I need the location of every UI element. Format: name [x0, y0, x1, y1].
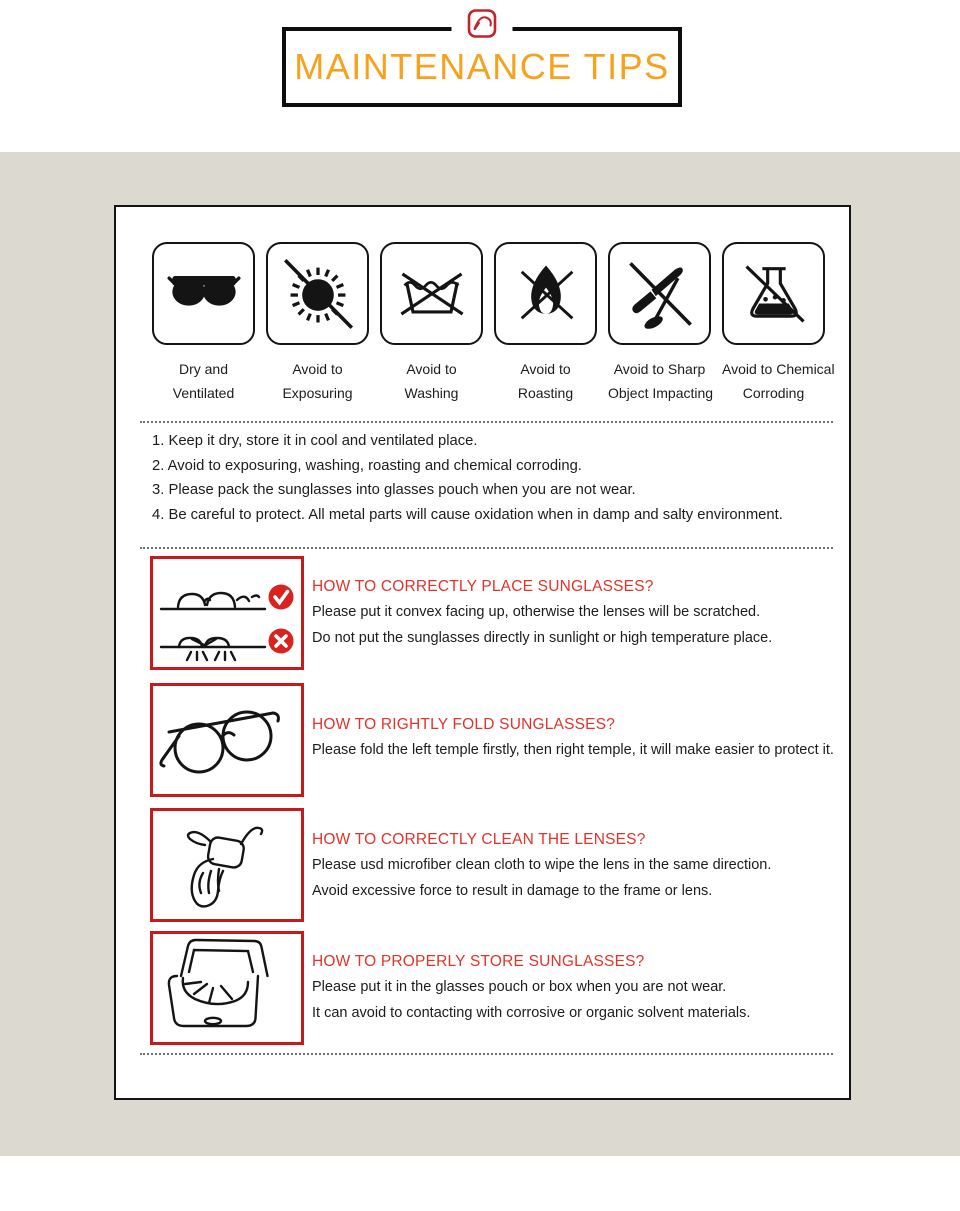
divider	[140, 547, 833, 549]
tips-list	[152, 429, 783, 527]
tip-item: 1. Keep it dry, store it in cool and ventilated place.	[152, 433, 478, 449]
section-line: Please put it in the glasses pouch or box when you are not wear.	[312, 979, 727, 995]
fold-sunglasses-illustration	[150, 683, 304, 797]
tip-item: 4. Be careful to protect. All metal parts will cause oxidation when in damp and salty environment.	[152, 506, 783, 523]
section-text	[312, 556, 772, 647]
section-heading: HOW TO PROPERLY STORE SUNGLASSES?	[312, 953, 645, 970]
care-icon-label: Avoid to Roasting	[517, 361, 574, 401]
care-icon-label: Avoid to Chemical Corroding	[722, 361, 835, 401]
section-fold-sunglasses	[150, 683, 834, 797]
care-icon-label: Avoid to Sharp Object Impacting	[608, 361, 714, 401]
section-text	[312, 931, 750, 1022]
no-washing-icon	[380, 242, 483, 345]
care-icon-item-dry	[152, 242, 255, 405]
no-sharp-object-icon	[608, 242, 711, 345]
title-box	[282, 27, 682, 107]
store-sunglasses-illustration	[150, 931, 304, 1045]
section-heading: HOW TO CORRECTLY PLACE SUNGLASSES?	[312, 578, 654, 595]
care-icon-item-chemical	[722, 242, 835, 405]
care-icon-item-roasting	[494, 242, 597, 405]
care-icon-item-washing	[380, 242, 483, 405]
page-title: MAINTENANCE TIPS	[294, 46, 670, 87]
no-chemical-icon	[722, 242, 825, 345]
section-line: It can avoid to contacting with corrosive or organic solvent materials.	[312, 1004, 751, 1021]
section-line: Please fold the left temple firstly, then right temple, it will make easier to protect it.	[312, 742, 834, 758]
care-icon-label: Avoid to Washing	[404, 361, 459, 401]
place-sunglasses-illustration	[150, 556, 304, 670]
clean-lenses-illustration	[150, 808, 304, 922]
care-icon-item-sharp	[608, 242, 714, 405]
tip-item: 2. Avoid to exposuring, washing, roasting and chemical corroding.	[152, 457, 582, 474]
care-icons-row	[152, 242, 835, 405]
divider	[140, 1053, 833, 1055]
header-band	[0, 0, 960, 152]
divider	[140, 421, 833, 423]
care-icon-label: Avoid to Exposuring	[282, 361, 353, 401]
section-clean-lenses	[150, 808, 771, 922]
care-icon-label: Dry and Ventilated	[172, 361, 235, 401]
brand-logo-icon	[452, 8, 513, 39]
section-store-sunglasses	[150, 931, 750, 1045]
tip-item: 3. Please pack the sunglasses into glasses pouch when you are not wear.	[152, 482, 636, 499]
section-text	[312, 808, 771, 900]
section-text	[312, 683, 834, 760]
care-card	[114, 205, 851, 1100]
section-heading: HOW TO CORRECTLY CLEAN THE LENSES?	[312, 831, 646, 848]
section-place-sunglasses	[150, 556, 772, 670]
no-sun-exposure-icon	[266, 242, 369, 345]
no-fire-icon	[494, 242, 597, 345]
section-line: Please usd microfiber clean cloth to wipe the lens in the same direction.	[312, 857, 772, 873]
content-band	[0, 152, 960, 1156]
section-heading: HOW TO RIGHTLY FOLD SUNGLASSES?	[312, 716, 616, 733]
section-line: Do not put the sunglasses directly in sunlight or high temperature place.	[312, 629, 773, 646]
section-line: Please put it convex facing up, otherwise the lenses will be scratched.	[312, 604, 761, 620]
section-line: Avoid excessive force to result in damage to the frame or lens.	[312, 882, 713, 899]
sunglasses-icon	[152, 242, 255, 345]
care-icon-item-exposure	[266, 242, 369, 405]
